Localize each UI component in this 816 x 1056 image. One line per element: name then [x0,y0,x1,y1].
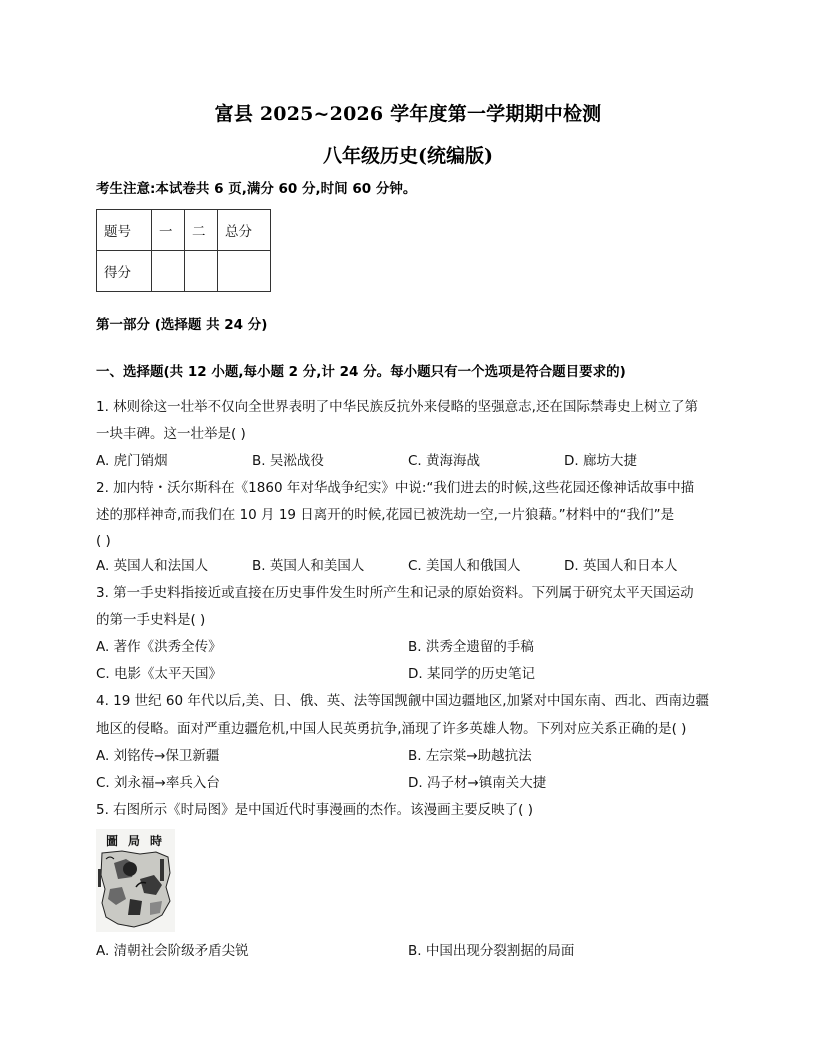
question-text: 述的那样神奇,而我们在 10 月 19 日离开的时候,花园已被洗劫一空,一片狼藉。”材料中的“我们”是 [96,507,675,523]
score-cell: 得分 [97,251,152,292]
question-text: 2. 加内特・沃尔斯科在《1860 年对华战争纪实》中说:“我们进去的时候,这些花园还像神话故事中描 [96,480,695,496]
option-a: A. 刘铭传→保卫新疆 [96,748,220,764]
option-c: C. 刘永福→率兵入台 [96,775,220,791]
option-d: D. 某同学的历史笔记 [408,666,535,682]
option-b: B. 洪秀全遗留的手稿 [408,639,534,655]
option-b: B. 左宗棠→助越抗法 [408,748,532,764]
question-text: 地区的侵略。面对严重边疆危机,中国人民英勇抗争,涌现了许多英雄人物。下列对应关系正确的是( ) [96,721,687,737]
score-table-score-row [97,251,271,292]
score-cell: 题号 [97,210,152,251]
question-text: 的第一手史料是( ) [96,612,206,628]
part-title: 第一部分 (选择题 共 24 分) [96,317,268,333]
option-d: D. 英国人和日本人 [564,558,678,574]
question-text: 一块丰碑。这一壮举是( ) [96,426,246,442]
shijutu-cartoon-image [96,829,175,932]
option-a: A. 清朝社会阶级矛盾尖锐 [96,943,249,959]
score-cell: 一 [152,210,185,251]
score-cell: 总分 [218,210,271,251]
exam-title: 富县 2025~2026 学年度第一学期期中检测 [214,103,602,125]
option-c: C. 电影《太平天国》 [96,666,223,682]
option-d: D. 廊坊大捷 [564,453,637,469]
question-text: 3. 第一手史料指接近或直接在历史事件发生时所产生和记录的原始资料。下列属于研究太平天国运动 [96,585,694,601]
option-d: D. 冯子材→镇南关大捷 [408,775,547,791]
score-table-header-row [97,210,271,251]
option-b: B. 中国出现分裂割据的局面 [408,943,575,959]
cartoon-illustration [96,829,175,932]
exam-subtitle: 八年级历史(统编版) [323,145,493,167]
exam-notice: 考生注意:本试卷共 6 页,满分 60 分,时间 60 分钟。 [96,181,417,197]
score-input-cell[interactable] [218,251,271,292]
option-c: C. 美国人和俄国人 [408,558,521,574]
question-text: 5. 右图所示《时局图》是中国近代时事漫画的杰作。该漫画主要反映了( ) [96,802,533,818]
option-a: A. 虎门销烟 [96,453,168,469]
score-input-cell[interactable] [152,251,185,292]
cartoon-title-char: 時 [150,834,163,848]
option-b: B. 吴淞战役 [252,453,324,469]
score-table [96,209,271,292]
score-cell: 二 [185,210,218,251]
question-text: 4. 19 世纪 60 年代以后,美、日、俄、英、法等国觊觎中国边疆地区,加紧对中国东南、西北、西南边疆 [96,693,709,709]
cartoon-title-char: 局 [128,834,141,848]
option-c: C. 黄海海战 [408,453,481,469]
option-b: B. 英国人和美国人 [252,558,365,574]
cartoon-title-char: 圖 [106,834,119,848]
option-a: A. 著作《洪秀全传》 [96,639,222,655]
option-a: A. 英国人和法国人 [96,558,209,574]
section-title: 一、选择题(共 12 小题,每小题 2 分,计 24 分。每小题只有一个选项是符合题目要求的) [96,364,626,380]
question-text: 1. 林则徐这一壮举不仅向全世界表明了中华民族反抗外来侵略的坚强意志,还在国际禁毒史上树立了第 [96,399,698,415]
question-text: ( ) [96,533,111,549]
score-input-cell[interactable] [185,251,218,292]
